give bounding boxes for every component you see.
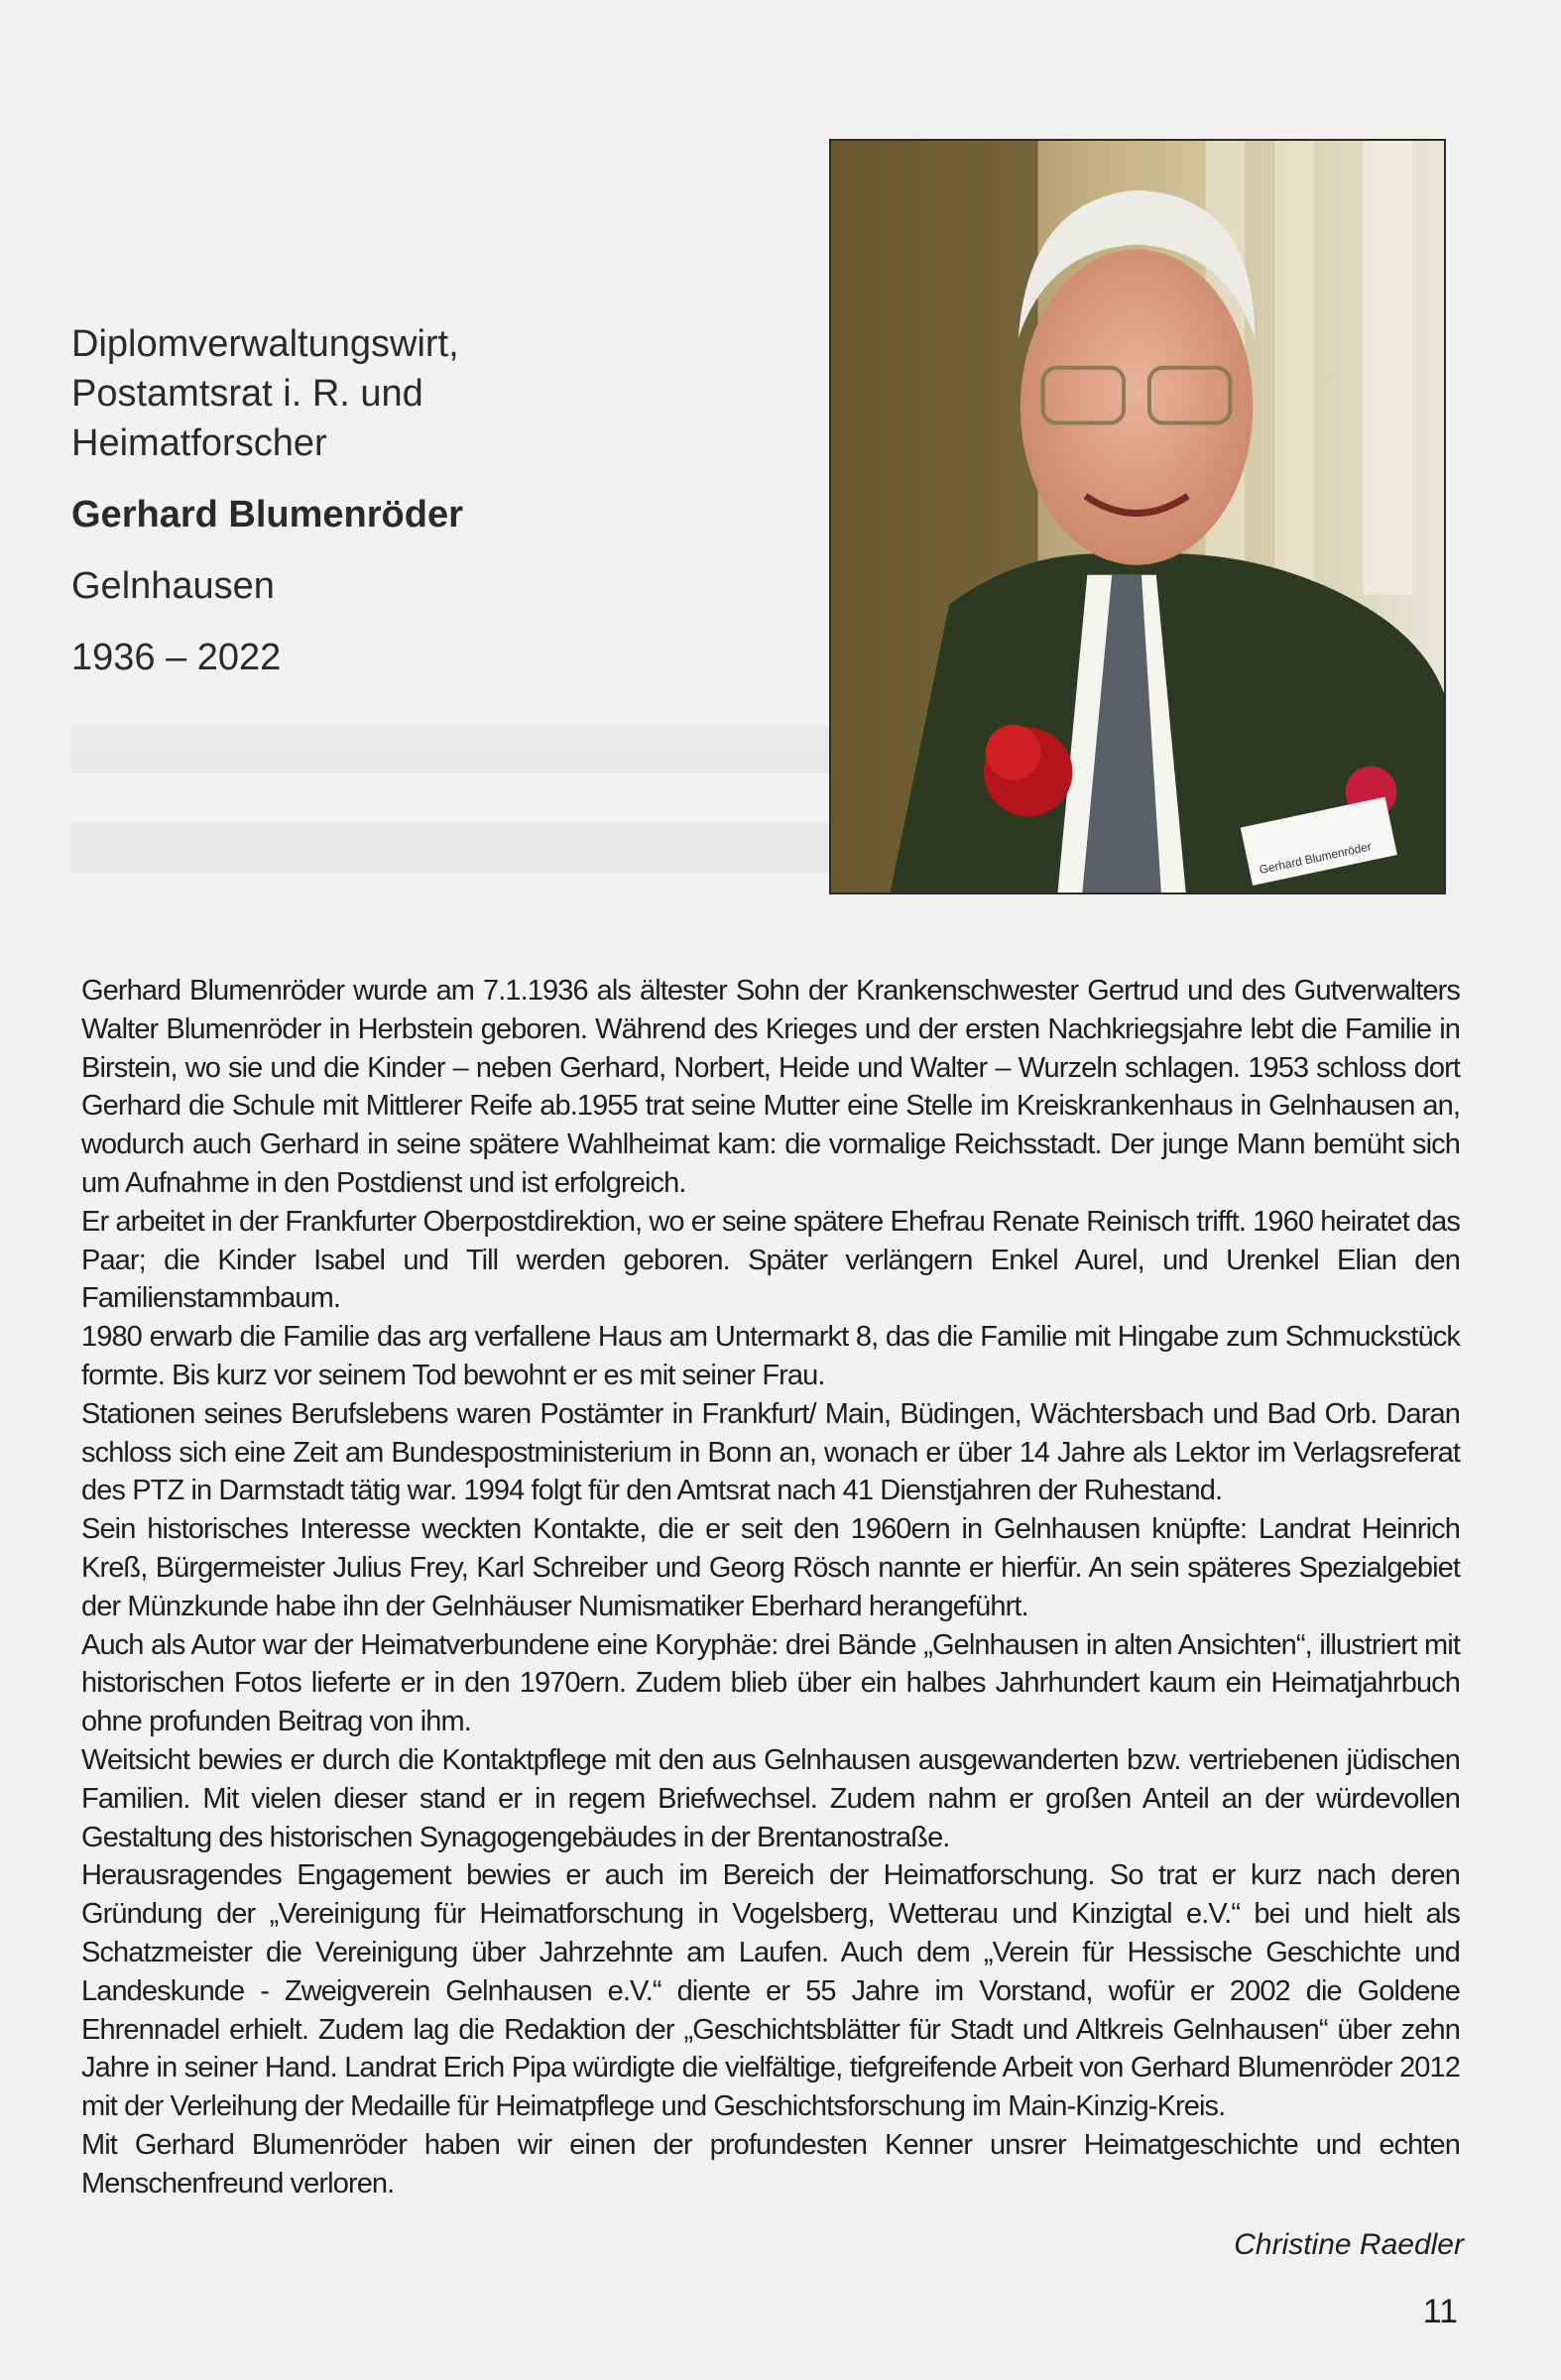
obituary-body: [81, 972, 1460, 2203]
author-signature: Christine Raedler: [1234, 2228, 1464, 2261]
paragraph: Gerhard Blumenröder wurde am 7.1.1936 als ältester Sohn der Krankenschwester Gertrud und des Gutverwalters Walter Blumenröder in Herbstein geboren. Während des Krieges und der ersten Nachkriegsjahre lebt die Familie in Birstein, wo sie und die Kinder – neben Gerhard, Norbert, Heide und Walter – Wurzeln schlagen. 1953 schloss dort Gerhard die Schule mit Mittlerer Reife ab.1955 trat seine Mutter eine Stelle im Kreiskrankenhaus in Gelnhausen an, wodurch auch Gerhard in seine spätere Wahlheimat kam: die vormalige Reichsstadt. Der junge Mann bemüht sich um Aufnahme in den Postdienst und ist erfolgreich.: [81, 975, 1460, 1199]
paragraph: Herausragendes Engagement bewies er auch im Bereich der Heimatforschung. So trat er kurz nach deren Gründung der „Vereinigung für Heimatforschung in Vogelsberg, Wetterau und Kinzigtal e.V.“ bei und hielt als Schatzmeister die Vereinigung über Jahrzehnte am Laufen. Auch dem „Verein für Hessische Geschichte und Landeskunde - Zweigverein Gelnhausen e.V.“ diente er 55 Jahre im Vorstand, wofür er 2002 die Goldene Ehrennadel erhielt. Zudem lag die Redaktion der „Geschichtsblätter für Stadt und Altkreis Gelnhausen“ über zehn Jahre in seiner Hand. Landrat Erich Pipa würdigte die vielfältige, tiefgreifende Arbeit von Gerhard Blumenröder 2012 mit der Verleihung der Medaille für Heimatpflege und Geschichtsforschung im Main-Kinzig-Kreis.: [81, 1859, 1460, 2123]
portrait-photo: [829, 139, 1446, 894]
paragraph: 1980 erwarb die Familie das arg verfallene Haus am Untermarkt 8, das die Familie mit Hingabe zum Schmuckstück formte. Bis kurz vor seinem Tod bewohnt er es mit seiner Frau.: [81, 1321, 1460, 1391]
paragraph: Er arbeitet in der Frankfurter Oberpostdirektion, wo er seine spätere Ehefrau Renate Reinisch trifft. 1960 heiratet das Paar; die Kinder Isabel und Till werden geboren. Später verlängern Enkel Aurel, und Urenkel Elian den Familienstammbaum.: [81, 1205, 1460, 1315]
paragraph: Stationen seines Berufslebens waren Postämter in Frankfurt/ Main, Büdingen, Wächtersbach und Bad Orb. Daran schloss sich eine Zeit am Bundespostministerium in Bonn an, wonach er über 14 Jahre als Lektor im Verlagsreferat des PTZ in Darmstadt tätig war. 1994 folgt für den Amtsrat nach 41 Dienstjahren der Ruhestand.: [81, 1397, 1460, 1507]
person-name: Gerhard Blumenröder: [71, 494, 463, 536]
title-line-2: Postamtsrat i. R. und: [71, 373, 423, 415]
portrait-image: [831, 141, 1444, 892]
name-badge-text: Gerhard Blumenröder: [1258, 839, 1373, 878]
page-number: 11: [1422, 2293, 1458, 2330]
place: Gelnhausen: [71, 565, 275, 607]
life-years: 1936 – 2022: [71, 637, 282, 678]
title-line-3: Heimatforscher: [71, 422, 327, 464]
paragraph: Auch als Autor war der Heimatverbundene eine Koryphäe: drei Bände „Gelnhausen in alten Ansichten“, illustriert mit historischen Fotos lieferte er in den 1970ern. Zudem blieb über ein halbes Jahrhundert kaum ein Heimatjahrbuch ohne profunden Beitrag von ihm.: [81, 1628, 1460, 1738]
paragraph: Mit Gerhard Blumenröder haben wir einen der profundesten Kenner unsrer Heimatgeschichte und echten Menschenfreund verloren.: [81, 2128, 1460, 2200]
obituary-header: [71, 319, 785, 682]
paragraph: Weitsicht bewies er durch die Kontaktpflege mit den aus Gelnhausen ausgewanderten bzw. vertriebenen jüdischen Familien. Mit vielen dieser stand er in regem Briefwechsel. Zudem nahm er großen Anteil an der würdevollen Gestaltung des historischen Synagogengebäudes in der Brentanostraße.: [81, 1743, 1460, 1853]
paragraph: Sein historisches Interesse weckten Kontakte, die er seit den 1960ern in Gelnhausen knüpfte: Landrat Heinrich Kreß, Bürgermeister Julius Frey, Karl Schreiber und Georg Rösch nannte er hierfür. An sein späteres Spezialgebiet der Münzkunde habe ihn der Gelnhäuser Numismatiker Eberhard herangeführt.: [81, 1513, 1460, 1622]
title-line-1: Diplomverwaltungswirt,: [71, 323, 459, 365]
